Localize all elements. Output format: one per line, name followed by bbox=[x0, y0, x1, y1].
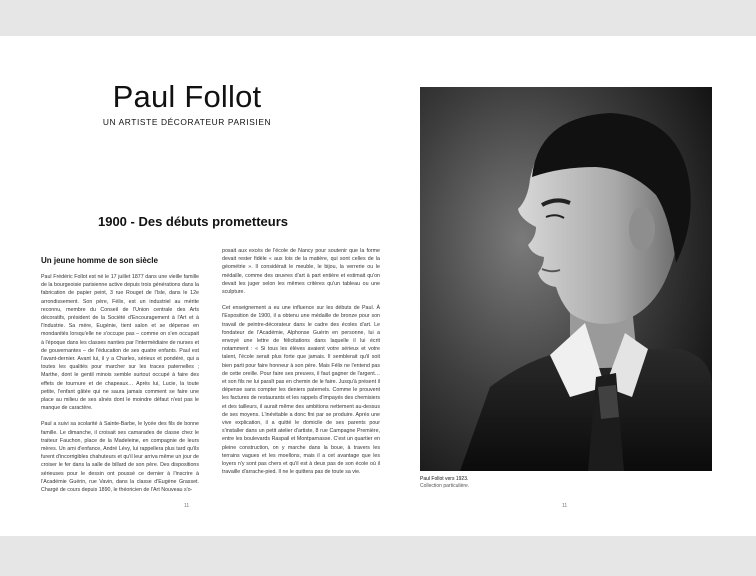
caption-credit: Collection particulière. bbox=[420, 482, 470, 489]
paragraph: Paul a suivi sa scolarité à Sainte-Barbe, le lycée des fils de bonne famille. Le dimanche, il croisait ses camarades de classe chez le traiteur Fauchon, place de la Madeleine, en compagnie de leurs mères. Un ami d'enfance, André Lévy, lui rappellera plus tard qu'ils furent d'incorrigibles chahuteurs et qu'il leur arriva même un jour de croiser le fer dans la salle de billard de son père. Des dispositions sérieuses pour le dessin ont poussé ce dernier à l'inscrire à l'Académie Guérin, rue Vavin, dans la classe d'Eugène Grasset. Chargé de cours depuis 1890, le théoricien de l'Art Nouveau s'o- bbox=[41, 421, 199, 494]
portrait-illustration bbox=[420, 87, 712, 471]
column-heading: Un jeune homme de son siècle bbox=[41, 256, 158, 265]
photo-caption bbox=[420, 476, 712, 489]
section-heading: 1900 - Des débuts prometteurs bbox=[97, 214, 288, 229]
page-subtitle: UN ARTISTE DÉCORATEUR PARISIEN bbox=[102, 117, 272, 127]
paragraph: Paul Frédéric Follot est né le 17 juillet 1877 dans une vieille famille de la bourgeoisie parisienne active depuis trois générations dans la fabrication de papier peint, 3 rue Rouget de l'Isle, dans le 12e arrondissement. Son père, Félix, est un industriel au mérite reconnu, membre du Conseil de l'Union centrale des Arts décoratifs, président de la Société d'Encouragement à l'Art et à l'Industrie. Sa mère, Eugénie, tient salon et se dépense en mondanités lorsqu'elle ne s'occupe pas – comme on s'en occupait à l'époque dans les classes nanties par l'intermédiaire de nurses et de gouvernantes – de l'éducation de ses quatre enfants. Paul est l'avant-dernier. Avant lui, il y a Charles, sérieux et pondéré, qui a toutes les qualités pour marcher sur les traces paternelles ; Marthe, dont le gentil minois semble surtout occupé à faire des effets de tournure et de chapeaux… Après lui, Lucie, la toute petite, l'enfant gâtée qui ne saura jamais comment se faire une place au milieu de ses aînés dont le moindre défaut n'est pas le manque de caractère. bbox=[41, 274, 199, 412]
page-number: 11 bbox=[562, 503, 568, 509]
paragraph: posait aux excès de l'école de Nancy pour soutenir que la forme devait rester fidèle « aux lois de la matière, qui sont celles de la géométrie ». Il considérait le meuble, le bijou, la verrerie ou le médaille, comme des œuvres d'art à part entière et estimait qu'on devait les juger selon les mêmes critères qu'un tableau ou une sculpture. bbox=[222, 248, 380, 296]
book-spread bbox=[0, 36, 756, 536]
page-title: Paul Follot bbox=[112, 79, 262, 114]
text-column-2 bbox=[222, 247, 380, 484]
portrait-photo bbox=[420, 87, 712, 471]
text-column-1 bbox=[41, 256, 199, 502]
caption-title: Paul Follot vers 1923. bbox=[420, 476, 469, 482]
page-number: 11 bbox=[184, 503, 190, 509]
left-page bbox=[0, 36, 378, 536]
paragraph: Cet enseignement a eu une influence sur les débuts de Paul. À l'Exposition de 1900, il a obtenu une médaille de bronze pour son travail de peintre-décorateur dans le cadre des écoles d'art. Le fondateur de l'Académie, Alphonse Guérin en personne, lui a envoyé une lettre de félicitations dans laquelle il lui écrit notamment : « Si tous les élèves avaient votre sérieux et votre talent, l'école serait plus forte que jamais. Il semblerait qu'il soit bien parti pour faire honneur à son père. Mais Félix ne l'entend pas de cette oreille. Pour faire ses preuves, il faut gagner de l'argent… et son fils ne lui paraît pas en chemin de le faire. Jusqu'à présent il dépense sans compter les deniers paternels. Comme le prouvent les factures de restaurants et les rappels d'impayés des chemisiers et des tailleurs, il aurait même des ambitions nettement au-dessus de ses moyens. L'inévitable a donc fini par se produire. Après une vive explication, il a quitté le domicile de ses parents pour s'installer dans un petit atelier d'artiste, 8 rue Campagne Première, entre les boulevards Raspail et Montparnasse. C'est un quartier en pleine construction, on y marche dans la boue, à travers les terrains vagues et les moellons, mais il a cet avantage que les loyers n'y sont pas chers et qu'il est à deux pas de son école où il travaille d'arrache-pied. Il ne le quittera pas de toute sa vie. bbox=[222, 305, 380, 476]
right-page bbox=[378, 36, 756, 536]
